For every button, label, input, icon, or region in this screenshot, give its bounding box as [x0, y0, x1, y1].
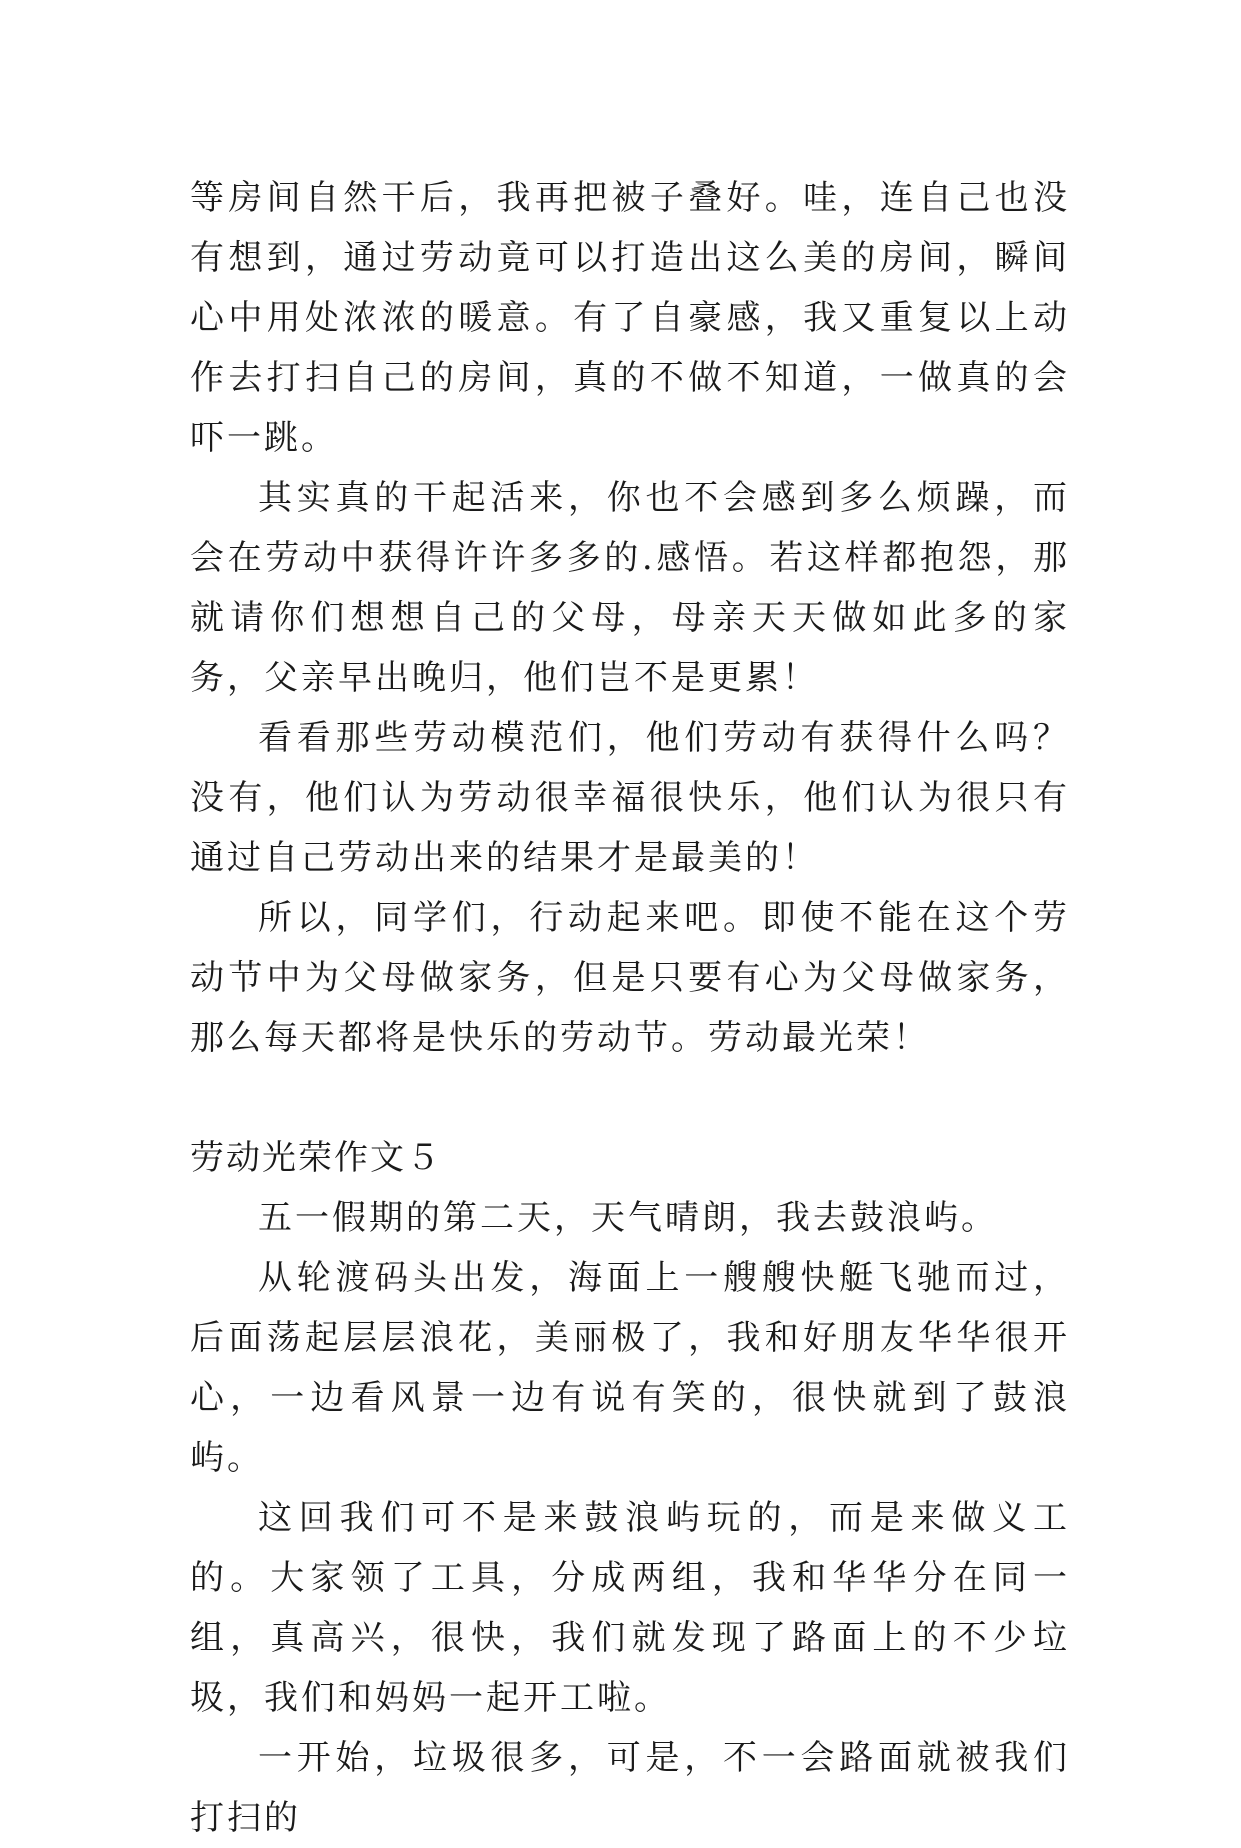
- paragraph: 其实真的干起活来，你也不会感到多么烦躁，而会在劳动中获得许许多多的.感悟。若这样都抱怨，那就请你们想想自己的父母，母亲天天做如此多的家务，父亲早出晚归，他们岂不是更累！: [190, 478, 1070, 698]
- paragraph: 五一假期的第二天，天气晴朗，我去鼓浪屿。: [258, 1198, 998, 1238]
- paragraph: 这回我们可不是来鼓浪屿玩的，而是来做义工的。大家领了工具，分成两组，我和华华分在同一组，真高兴，很快，我们就发现了路面上的不少垃圾，我们和妈妈一起开工啦。: [190, 1498, 1070, 1718]
- section-title: 劳动光荣作文５: [190, 1138, 442, 1178]
- paragraph: 等房间自然干后，我再把被子叠好。哇，连自己也没有想到，通过劳动竟可以打造出这么美的房间，瞬间心中用处浓浓的暖意。有了自豪感，我又重复以上动作去打扫自己的房间，真的不做不知道，一做真的会吓一跳。: [190, 178, 1070, 458]
- paragraph: 看看那些劳动模范们，他们劳动有获得什么吗？没有，他们认为劳动很幸福很快乐，他们认为很只有通过自己劳动出来的结果才是最美的！: [190, 718, 1070, 878]
- paragraph: 从轮渡码头出发，海面上一艘艘快艇飞驰而过，后面荡起层层浪花，美丽极了，我和好朋友华华很开心，一边看风景一边有说有笑的，很快就到了鼓浪屿。: [190, 1258, 1070, 1478]
- paragraph: 一开始，垃圾很多，可是，不一会路面就被我们打扫的: [190, 1738, 1070, 1838]
- document-body: [190, 168, 1070, 1848]
- paragraph: 所以，同学们，行动起来吧。即使不能在这个劳动节中为父母做家务，但是只要有心为父母做家务，那么每天都将是快乐的劳动节。劳动最光荣！: [190, 898, 1070, 1058]
